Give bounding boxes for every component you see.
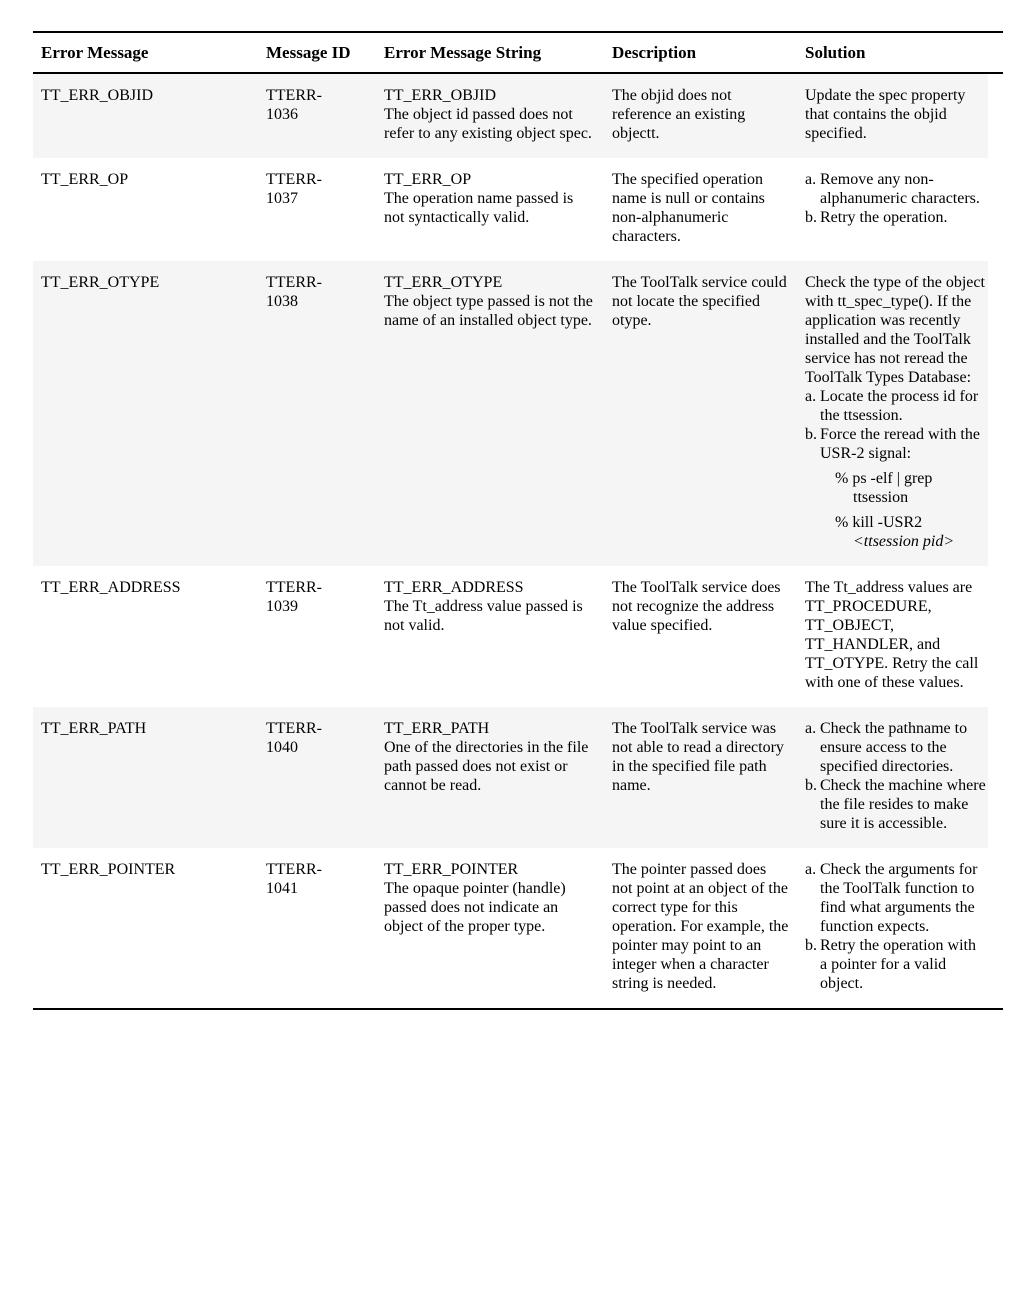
cell-error-message-string bbox=[384, 273, 612, 551]
solution-list-item bbox=[805, 860, 986, 936]
cell-error-message: TT_ERR_POINTER bbox=[41, 861, 176, 878]
solution-text: Update the spec property that contains the objid specified. bbox=[805, 87, 966, 142]
table-row bbox=[33, 261, 988, 566]
cell-solution bbox=[805, 86, 988, 143]
column-header-description: Description bbox=[612, 43, 697, 62]
cell-message-id bbox=[266, 273, 384, 551]
column-header-solution: Solution bbox=[805, 43, 866, 62]
error-string-name: TT_ERR_OTYPE bbox=[384, 274, 503, 291]
cell-error-message: TT_ERR_OTYPE bbox=[41, 274, 160, 291]
list-item-text: Retry the operation with a pointer for a valid object. bbox=[820, 937, 976, 992]
list-item-text: Locate the process id for the ttsession. bbox=[820, 388, 979, 424]
cell-message-id bbox=[266, 170, 384, 246]
table-header-row bbox=[33, 33, 988, 72]
cell-error-message: TT_ERR_OP bbox=[41, 171, 129, 188]
column-header-error-message-string: Error Message String bbox=[384, 43, 542, 62]
error-string-name: TT_ERR_PATH bbox=[384, 720, 490, 737]
cell-solution bbox=[805, 719, 988, 833]
error-string-name: TT_ERR_POINTER bbox=[384, 861, 519, 878]
solution-list-item bbox=[805, 776, 986, 833]
cell-description: The ToolTalk service does not recognize the address value specified. bbox=[612, 579, 781, 634]
solution-list-item bbox=[805, 719, 986, 776]
cell-error-message: TT_ERR_ADDRESS bbox=[41, 579, 181, 596]
error-string-name: TT_ERR_OBJID bbox=[384, 87, 496, 104]
cell-error-message-string bbox=[384, 860, 612, 993]
table-row bbox=[33, 158, 988, 261]
command-line bbox=[820, 469, 986, 507]
solution-list-item bbox=[805, 170, 986, 208]
bottom-rule bbox=[33, 1008, 1003, 1010]
cell-description: The ToolTalk service was not able to read a directory in the specified file path name. bbox=[612, 720, 784, 794]
cell-error-message: TT_ERR_OBJID bbox=[41, 87, 153, 104]
error-string-text: The object id passed does not refer to any existing object spec. bbox=[384, 106, 592, 142]
list-item-label: b. bbox=[805, 777, 817, 794]
cell-message-id bbox=[266, 86, 384, 143]
error-string-text: The opaque pointer (handle) passed does not indicate an object of the proper type. bbox=[384, 880, 566, 935]
table-row bbox=[33, 74, 988, 158]
solution-list-item bbox=[805, 387, 986, 425]
error-string-text: The operation name passed is not syntactically valid. bbox=[384, 190, 574, 226]
cell-solution bbox=[805, 170, 988, 246]
table-row bbox=[33, 566, 988, 707]
command-arg-italic: <ttsession pid> bbox=[853, 533, 955, 550]
message-id-value: TTERR-1041 bbox=[266, 861, 322, 897]
message-id-value: TTERR-1039 bbox=[266, 579, 322, 615]
list-item-text: Check the machine where the file resides to make sure it is accessible. bbox=[820, 777, 986, 832]
cell-error-message-string bbox=[384, 578, 612, 692]
cell-description: The ToolTalk service could not locate the specified otype. bbox=[612, 274, 787, 329]
list-item-label: a. bbox=[805, 720, 817, 737]
message-id-value: TTERR-1037 bbox=[266, 171, 322, 207]
cell-description: The pointer passed does not point at an object of the correct type for this operation. For example, the pointer may point to an integer when a character string is needed. bbox=[612, 861, 789, 992]
list-item-label: b. bbox=[805, 937, 817, 954]
command-text: % ps -elf | grep ttsession bbox=[835, 470, 933, 506]
error-message-table bbox=[33, 31, 1003, 1010]
list-item-text: Remove any non-alphanumeric characters. bbox=[820, 171, 980, 207]
command-text: % kill -USR2 bbox=[835, 514, 923, 531]
cell-message-id bbox=[266, 578, 384, 692]
error-string-text: The object type passed is not the name of an installed object type. bbox=[384, 293, 593, 329]
cell-error-message-string bbox=[384, 170, 612, 246]
list-item-text: Check the pathname to ensure access to the specified directories. bbox=[820, 720, 968, 775]
column-header-error-message: Error Message bbox=[41, 43, 149, 62]
solution-list-item bbox=[805, 208, 986, 227]
cell-error-message: TT_ERR_PATH bbox=[41, 720, 147, 737]
error-string-name: TT_ERR_ADDRESS bbox=[384, 579, 524, 596]
solution-text: The Tt_address values are TT_PROCEDURE, TT_OBJECT, TT_HANDLER, and TT_OTYPE. Retry the call with one of these values. bbox=[805, 579, 979, 691]
error-string-name: TT_ERR_OP bbox=[384, 171, 472, 188]
cell-solution bbox=[805, 860, 988, 993]
command-line bbox=[820, 513, 986, 551]
list-item-label: a. bbox=[805, 388, 817, 405]
error-string-text: The Tt_address value passed is not valid. bbox=[384, 598, 583, 634]
column-header-message-id: Message ID bbox=[266, 43, 351, 62]
message-id-value: TTERR-1040 bbox=[266, 720, 322, 756]
table-rows bbox=[33, 74, 1003, 1008]
cell-solution bbox=[805, 578, 988, 692]
list-item-text: Retry the operation. bbox=[820, 209, 948, 226]
cell-error-message-string bbox=[384, 719, 612, 833]
cell-error-message-string bbox=[384, 86, 612, 143]
list-item-label: b. bbox=[805, 426, 817, 443]
message-id-value: TTERR-1036 bbox=[266, 87, 322, 123]
cell-message-id bbox=[266, 860, 384, 993]
list-item-text: Force the reread with the USR-2 signal: % ps -elf | grep ttsession % kill -USR2 <ttsession pid> bbox=[820, 425, 986, 551]
list-item-label: b. bbox=[805, 209, 817, 226]
cell-solution bbox=[805, 273, 988, 551]
error-string-text: One of the directories in the file path passed does not exist or cannot be read. bbox=[384, 739, 589, 794]
cell-description: The objid does not reference an existing objectt. bbox=[612, 87, 746, 142]
solution-list-item bbox=[805, 425, 986, 551]
list-item-label: a. bbox=[805, 171, 817, 188]
message-id-value: TTERR-1038 bbox=[266, 274, 322, 310]
list-item-label: a. bbox=[805, 861, 817, 878]
cell-description: The specified operation name is null or contains non-alphanumeric characters. bbox=[612, 171, 765, 245]
table-row bbox=[33, 848, 988, 1008]
list-item-text: Check the arguments for the ToolTalk function to find what arguments the function expects. bbox=[820, 861, 978, 935]
table-row bbox=[33, 707, 988, 848]
solution-list-item bbox=[805, 936, 986, 993]
cell-message-id bbox=[266, 719, 384, 833]
solution-text: Check the type of the object with tt_spec_type(). If the application was recently installed and the ToolTalk service has not reread the ToolTalk Types Database: bbox=[805, 274, 985, 386]
